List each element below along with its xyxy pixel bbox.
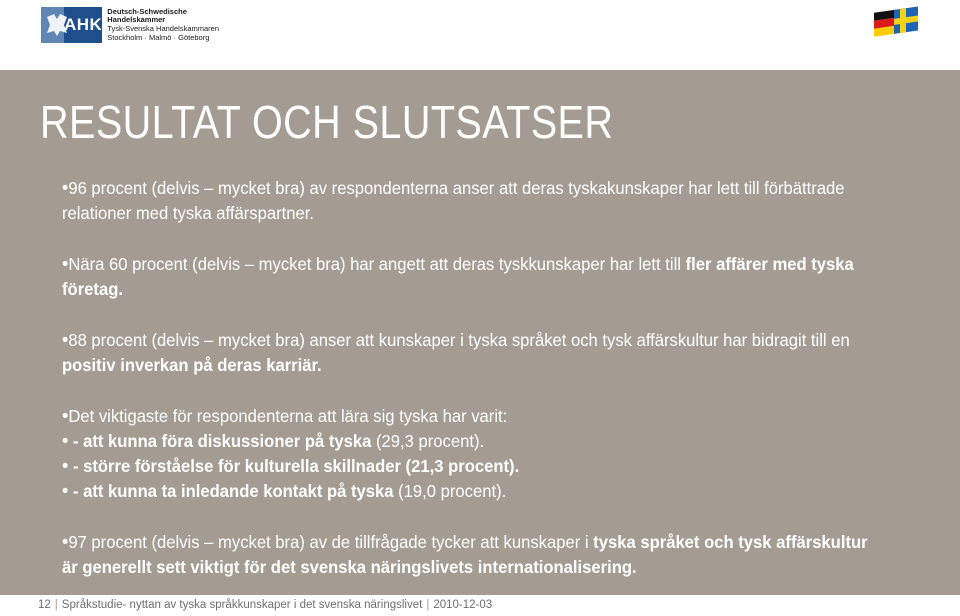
logo-line-4: Stockholm · Malmö · Göteborg bbox=[107, 32, 210, 42]
bullet-5 bbox=[62, 530, 879, 580]
bullet-list bbox=[62, 176, 879, 606]
bullet-4-sub-2-bold: - större förståelse för kulturella skillnader (21,3 procent). bbox=[68, 456, 520, 476]
bullet-dot: • bbox=[62, 431, 69, 452]
logo-line-3: Tysk-Svenska Handelskammaren bbox=[107, 24, 219, 33]
bullet-1 bbox=[62, 176, 879, 226]
footer-title: Språkstudie- nyttan av tyska språkkunskaper i det svenska näringslivet bbox=[61, 599, 423, 611]
logo-text bbox=[102, 7, 219, 43]
bullet-4-sub-2 bbox=[62, 454, 879, 479]
german-swedish-flags-icon bbox=[872, 5, 920, 41]
bullet-1-text: 96 procent (delvis – mycket bra) av respondenterna anser att deras tyskakunskaper har lett till förbättrade relationer med tyska affärspartner. bbox=[62, 178, 845, 223]
bullet-dot: • bbox=[62, 456, 69, 477]
eagle-emblem-icon bbox=[41, 7, 64, 43]
header bbox=[0, 0, 960, 70]
bullet-2 bbox=[62, 252, 879, 302]
ahk-logo bbox=[41, 7, 219, 43]
logo-line-1: Deutsch-Schwedische bbox=[107, 6, 187, 16]
logo-ahk-mark: AHK bbox=[64, 7, 102, 43]
footer-separator-2: | bbox=[426, 599, 430, 611]
bullet-2-bold: fler affärer med tyska företag. bbox=[62, 254, 854, 299]
footer bbox=[0, 595, 960, 616]
bullet-dot: • bbox=[62, 406, 69, 427]
footer-separator: | bbox=[54, 599, 58, 611]
bullet-dot: • bbox=[62, 254, 69, 275]
bullet-4-sub-1-bold: - att kunna föra diskussioner på tyska bbox=[68, 431, 372, 451]
bullet-5-text: 97 procent (delvis – mycket bra) av de tillfrågade tycker att kunskaper i bbox=[68, 532, 594, 552]
bullet-4-sub-3-text: (19,0 procent). bbox=[393, 481, 507, 501]
bullet-dot: • bbox=[62, 481, 69, 502]
logo-line-2: Handelskammer bbox=[107, 15, 166, 25]
bullet-4-sub-3-bold: - att kunna ta inledande kontakt på tyska bbox=[68, 481, 394, 501]
bullet-4-sub-1-text: (29,3 procent). bbox=[371, 431, 485, 451]
bullet-3-bold: positiv inverkan på deras karriär. bbox=[62, 355, 322, 375]
bullet-3 bbox=[62, 328, 879, 378]
bullet-4-intro-text: Det viktigaste för respondenterna att lära sig tyska har varit: bbox=[68, 406, 508, 426]
bullet-4-intro bbox=[62, 404, 879, 429]
bullet-4-sub-3 bbox=[62, 479, 879, 504]
bullet-5-bold: tyska språket och tysk affärskultur är generellt sett viktigt för det svenska näringslivets internationalisering. bbox=[62, 532, 868, 577]
bullet-dot: • bbox=[62, 532, 69, 553]
bullet-dot: • bbox=[62, 330, 69, 351]
bullet-dot: • bbox=[62, 178, 69, 199]
bullet-3-text: 88 procent (delvis – mycket bra) anser att kunskaper i tyska språket och tysk affärskultur har bidragit till en bbox=[68, 330, 850, 350]
bullet-4-sub-1 bbox=[62, 429, 879, 454]
bullet-2-text: Nära 60 procent (delvis – mycket bra) har angett att deras tyskkunskaper har lett till bbox=[68, 254, 686, 274]
page-number: 12 bbox=[38, 599, 51, 611]
footer-date: 2010-12-03 bbox=[433, 599, 493, 611]
slide-title: RESULTAT OCH SLUTSATSER bbox=[40, 96, 614, 148]
